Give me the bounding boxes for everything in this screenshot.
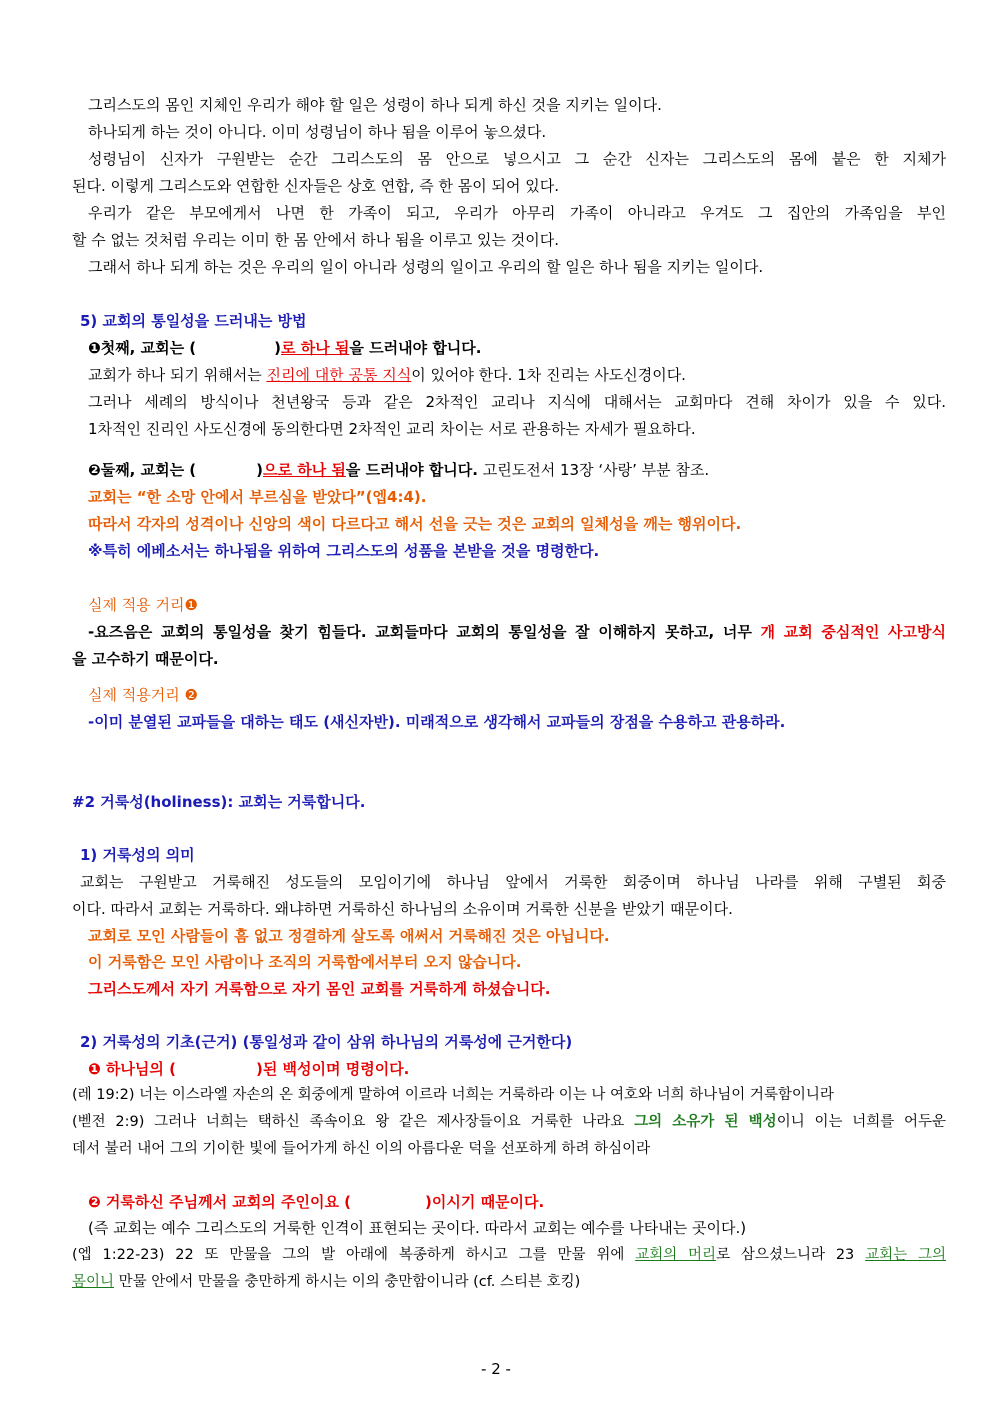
text-span: 그리스도의 몸인 지체인 우리가 해야 할 일은 성령이 하나 되게 하신 것을 지키는 일이다. xyxy=(88,96,662,114)
text-span: 로 삼으셨느니라 23 xyxy=(716,1247,866,1263)
text-span: )이시기 때문이다. xyxy=(425,1193,545,1211)
text-span: ❶ 하나님의 ( xyxy=(88,1060,176,1078)
text-span: 이다. 따라서 교회는 거룩하다. 왜냐하면 거룩하신 하나님의 소유이며 거룩한 신분을 받았기 때문이다. xyxy=(72,900,733,918)
paragraph-line xyxy=(88,926,962,946)
text-span: -이미 분열된 교파들을 대하는 태도 (새신자반). 미래적으로 생각해서 교파들의 장점을 수용하고 관용하라. xyxy=(88,713,786,731)
paragraph-line xyxy=(72,899,946,919)
text-span: 2) 거룩성의 기초(근거) (통일성과 같이 삼위 하나님의 거룩성에 근거한다) xyxy=(80,1033,573,1051)
paragraph-line xyxy=(88,487,962,507)
text-span: 을 드러내야 합니다. xyxy=(345,461,478,479)
paragraph-line xyxy=(88,95,946,115)
paragraph-line xyxy=(72,176,946,196)
paragraph-line xyxy=(88,514,962,534)
paragraph-line xyxy=(88,1192,962,1212)
text-span: ❶첫째, 교회는 ( xyxy=(88,339,197,357)
text-span: ※특히 에베소서는 하나됨을 위하여 그리스도의 성품을 본받을 것을 명령한다. xyxy=(88,542,600,560)
section-heading xyxy=(72,792,946,812)
paragraph-line xyxy=(88,203,946,223)
text-span: 5) 교회의 통일성을 드러내는 방법 xyxy=(80,312,307,330)
paragraph-line xyxy=(80,872,946,892)
text-span: 따라서 각자의 성격이나 신앙의 색이 다르다고 해서 선을 긋는 것은 교회의 일체성을 깨는 행위이다. xyxy=(88,515,742,533)
text-span: 만물 안에서 만물을 충만하게 하시는 이의 충만함이니라 (cf. 스티븐 호킹) xyxy=(114,1274,581,1290)
page-number: - 2 - xyxy=(481,1360,511,1378)
paragraph-line xyxy=(72,649,946,669)
paragraph-line xyxy=(72,230,946,250)
paragraph-line xyxy=(88,712,962,732)
section-heading xyxy=(80,311,954,331)
application-title xyxy=(88,685,962,705)
text-span: 교회는 “한 소망 안에서 부르심을 받았다”(엡4:4). xyxy=(88,488,427,506)
subsection-heading xyxy=(80,1032,954,1052)
paragraph-line xyxy=(88,419,962,439)
second-point-heading xyxy=(88,460,962,480)
text-span: ❷둘째, 교회는 ( xyxy=(88,461,197,479)
text-span: )된 백성이며 명령이다. xyxy=(255,1060,410,1078)
text-span: 그러나 세례의 방식이나 천년왕국 등과 같은 2차적인 교리나 지식에 대해서는 교회마다 견해 차이가 있을 수 있다. xyxy=(88,393,946,411)
text-span: 된다. 이렇게 그리스도와 연합한 신자들은 상호 연합, 즉 한 몸이 되어 있다. xyxy=(72,177,559,195)
text-span: 을 고수하기 때문이다. xyxy=(72,650,219,668)
paragraph-line xyxy=(72,1139,946,1159)
text-span: (엡 1:22-23) 22 또 만물을 그의 발 아래에 복종하게 하시고 그를 만물 위에 xyxy=(72,1247,636,1263)
highlight-text: 몸이니 xyxy=(72,1274,115,1290)
text-span: #2 거룩성(holiness): 교회는 거룩합니다. xyxy=(72,793,366,811)
paragraph-line xyxy=(72,1272,946,1292)
text-span: 하나되게 하는 것이 아니다. 이미 성령님이 하나 됨을 이루어 놓으셨다. xyxy=(88,123,547,141)
first-point-heading xyxy=(88,338,962,358)
paragraph-line xyxy=(88,392,946,412)
paragraph-line xyxy=(72,1085,946,1105)
text-span: ) xyxy=(256,461,264,479)
paragraph-line xyxy=(88,952,962,972)
paragraph-line xyxy=(72,1112,946,1132)
text-span: (레 19:2) 너는 이스라엘 자손의 온 회중에게 말하여 이르라 너희는 거룩하라 이는 나 여호와 너희 하나님이 거룩함이니라 xyxy=(72,1087,834,1103)
subsection-heading xyxy=(80,845,954,865)
text-span: 데서 불러 내어 그의 기이한 빛에 들어가게 하신 이의 아름다운 덕을 선포하게 하려 하심이라 xyxy=(72,1141,651,1157)
text-span: 교회로 모인 사람들이 흠 없고 정결하게 살도록 애써서 거룩해진 것은 아닙니다. xyxy=(88,927,610,945)
text-span: 우리가 같은 부모에게서 나면 한 가족이 되고, 우리가 아무리 가족이 아니라고 우겨도 그 집안의 가족임을 부인 xyxy=(88,204,946,222)
paragraph-line xyxy=(72,1245,946,1265)
paragraph-line xyxy=(88,1218,962,1238)
text-span: (즉 교회는 예수 그리스도의 거룩한 인격이 표현되는 곳이다. 따라서 교회는 예수를 나타내는 곳이다.) xyxy=(88,1219,747,1237)
text-span: 할 수 없는 것처럼 우리는 이미 한 몸 안에서 하나 됨을 이루고 있는 것이다. xyxy=(72,231,559,249)
highlight-text: 으로 하나 됨 xyxy=(263,461,346,479)
application-title xyxy=(88,595,962,615)
highlight-text: 진리에 대한 공통 지식 xyxy=(266,366,412,384)
highlight-text: 로 하나 됨 xyxy=(281,339,350,357)
text-span: 교회가 하나 되기 위해서는 xyxy=(88,366,267,384)
text-span: -요즈음은 교회의 통일성을 찾기 힘들다. 교회들마다 교회의 통일성을 잘 이해하지 못하고, 너무 xyxy=(88,623,761,641)
text-span: 교회는 구원받고 거룩해진 성도들의 모임이기에 하나님 앞에서 거룩한 회중이며 하나님 나라를 위해 구별된 회중 xyxy=(80,873,946,891)
text-span: ❷ 거룩하신 주님께서 교회의 주인이요 ( xyxy=(88,1193,352,1211)
paragraph-line xyxy=(88,122,946,142)
paragraph-line xyxy=(88,1059,962,1079)
text-span: 이니 이는 너희를 어두운 xyxy=(776,1114,946,1130)
text-span: 그래서 하나 되게 하는 것은 우리의 일이 아니라 성령의 일이고 우리의 할 일은 하나 됨을 지키는 일이다. xyxy=(88,258,764,276)
text-span: 실제 적용거리 ❷ xyxy=(88,686,198,704)
text-span: 성령님이 신자가 구원받는 순간 그리스도의 몸 안으로 넣으시고 그 순간 신자는 그리스도의 몸에 붙은 한 지체가 xyxy=(88,150,946,168)
text-span: 이 거룩함은 모인 사람이나 조직의 거룩함에서부터 오지 않습니다. xyxy=(88,953,522,971)
highlight-text: 교회의 머리 xyxy=(635,1247,717,1263)
highlight-text: 그의 소유가 된 백성 xyxy=(634,1114,777,1130)
text-span: 이 있어야 한다. 1차 진리는 사도신경이다. xyxy=(411,366,686,384)
paragraph-line xyxy=(88,365,962,385)
text-span: ) xyxy=(274,339,282,357)
paragraph-line xyxy=(88,979,962,999)
highlight-text: 교회는 그의 xyxy=(865,1247,946,1263)
text-span: 고린도전서 13장 ‘사랑’ 부분 참조. xyxy=(478,461,710,479)
text-span: 실제 적용 거리❶ xyxy=(88,596,198,614)
text-span: 1차적인 진리인 사도신경에 동의한다면 2차적인 교리 차이는 서로 관용하는 자세가 필요하다. xyxy=(88,420,696,438)
paragraph-line xyxy=(88,541,962,561)
text-span: 을 드러내야 합니다. xyxy=(349,339,482,357)
text-span: 1) 거룩성의 의미 xyxy=(80,846,195,864)
highlight-text: 개 교회 중심적인 사고방식 xyxy=(760,623,946,641)
text-span: (벧전 2:9) 그러나 너희는 택하신 족속이요 왕 같은 제사장들이요 거룩한 나라요 xyxy=(72,1114,635,1130)
paragraph-line xyxy=(88,257,946,277)
text-span: 그리스도께서 자기 거룩함으로 자기 몸인 교회를 거룩하게 하셨습니다. xyxy=(88,980,551,998)
paragraph-line xyxy=(88,622,946,642)
paragraph-line xyxy=(88,149,946,169)
